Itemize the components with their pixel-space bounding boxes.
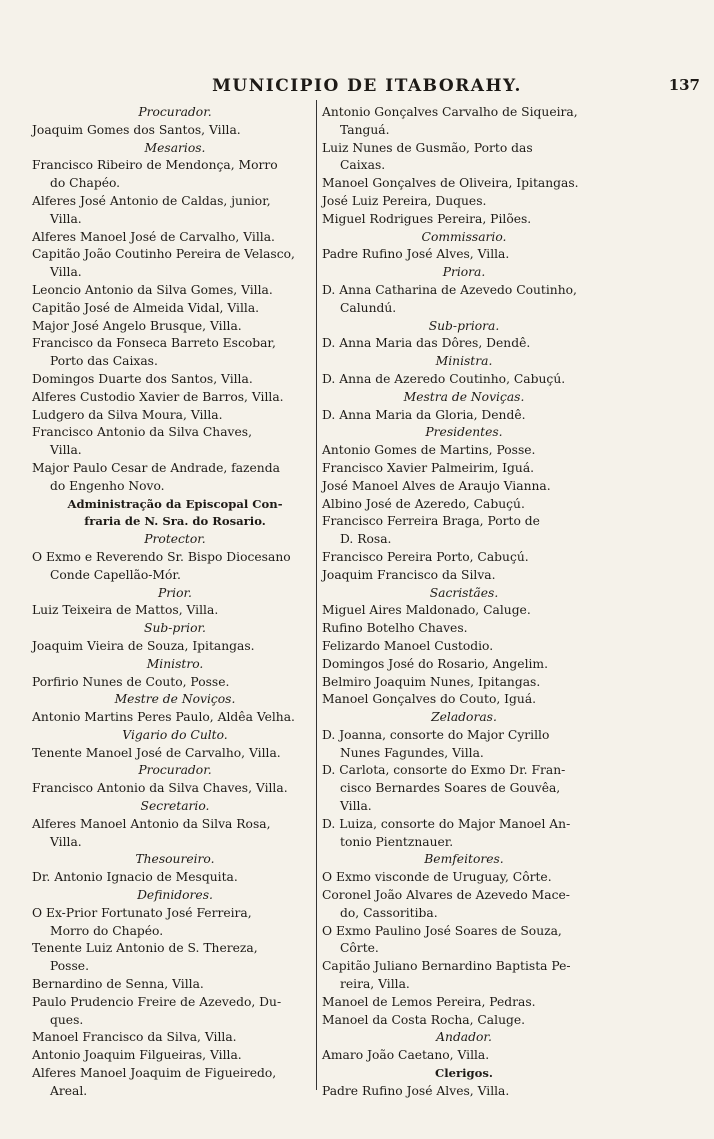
entry-line: do Engenho Novo. (50, 478, 165, 493)
page-number: 137 (668, 76, 700, 94)
page-title: MUNICIPIO DE ITABORAHY. (212, 76, 522, 96)
entry-line: Manoel Gonçalves de Oliveira, Ipitangas. (322, 176, 579, 191)
entry-line: Domingos Duarte dos Santos, Villa. (32, 371, 253, 386)
entry-line: Alferes Manoel José de Carvalho, Villa. (32, 229, 275, 244)
entry-line: Alferes Custodio Xavier de Barros, Villa. (32, 389, 284, 404)
entry-line: Coronel João Alvares de Azevedo Mace- (322, 888, 570, 903)
entry-line: Rufino Botelho Chaves. (322, 621, 468, 636)
section-heading: Ministra. (435, 354, 493, 369)
entry-line: Manoel Gonçalves do Couto, Iguá. (322, 692, 537, 707)
entry-line: José Manoel Alves de Araujo Vianna. (322, 478, 551, 493)
section-heading: Zeladoras. (431, 710, 497, 725)
entry-line: O Ex-Prior Fortunato José Ferreira, (32, 905, 252, 920)
entry-line: D. Luiza, consorte do Major Manoel An- (322, 816, 571, 831)
entry-line: Villa. (50, 211, 82, 226)
section-heading: Procurador. (138, 763, 212, 778)
entry-line: Morro do Chapéo. (50, 923, 164, 938)
entry-line: Felizardo Manoel Custodio. (322, 638, 494, 653)
entry-line: Alferes José Antonio de Caldas, junior, (32, 193, 271, 208)
entry-line: Francisco da Fonseca Barreto Escobar, (32, 336, 276, 351)
entry-line: Bernardino de Senna, Villa. (32, 977, 204, 992)
entry-line: Capitão Juliano Bernardino Baptista Pe- (322, 959, 571, 974)
section-heading: Sub-priora. (428, 318, 500, 333)
entry-line: Dr. Antonio Ignacio de Mesquita. (32, 870, 238, 885)
entry-line: reira, Villa. (340, 977, 410, 992)
entry-line: Francisco Xavier Palmeirim, Iguá. (322, 460, 535, 475)
entry-line: D. Anna Maria da Gloria, Dendê. (322, 407, 526, 422)
section-heading: Thesoureiro. (135, 852, 215, 867)
entry-line: Major Paulo Cesar de Andrade, fazenda (32, 460, 280, 475)
section-heading: Presidentes. (425, 425, 503, 440)
entry-line: Luiz Nunes de Gusmão, Porto das (322, 140, 533, 155)
entry-line: Areal. (50, 1083, 88, 1098)
entry-line: Albino José de Azeredo, Cabuçú. (322, 496, 525, 511)
section-heading: Protector. (144, 532, 206, 547)
section-heading: Bemfeitores. (424, 852, 504, 867)
section-heading: Sacristães. (429, 585, 499, 600)
entry-line: Manoel de Lemos Pereira, Pedras. (322, 994, 536, 1009)
entry-line: O Exmo Paulino José Soares de Souza, (322, 923, 562, 938)
entry-line: Paulo Prudencio Freire de Azevedo, Du- (32, 994, 282, 1009)
entry-line: O Exmo visconde de Uruguay, Côrte. (322, 870, 552, 885)
entry-line: Nunes Fagundes, Villa. (340, 745, 484, 760)
entry-line: Côrte. (340, 941, 379, 956)
entry-line: Antonio Martins Peres Paulo, Aldêa Velha. (32, 710, 295, 725)
entry-line: Villa. (50, 834, 82, 849)
right-column (322, 104, 606, 1101)
entry-line: Ludgero da Silva Moura, Villa. (32, 407, 223, 422)
entry-line: Francisco Antonio da Silva Chaves, Villa. (32, 781, 288, 796)
entry-line: Padre Rufino José Alves, Villa. (322, 247, 510, 262)
entry-line: Tenente Manoel José de Carvalho, Villa. (32, 745, 281, 760)
section-heading: Sub-prior. (144, 621, 206, 636)
entry-line: O Exmo e Reverendo Sr. Bispo Diocesano (32, 549, 291, 564)
left-column (32, 104, 318, 1101)
entry-line: Capitão João Coutinho Pereira de Velasco, (32, 247, 295, 262)
entry-line: Major José Angelo Brusque, Villa. (32, 318, 242, 333)
entry-line: D. Anna Catharina de Azevedo Coutinho, (322, 282, 577, 297)
section-heading: Mestra de Noviças. (403, 389, 525, 404)
entry-line: Tanguá. (340, 122, 390, 137)
entry-line: Caixas. (340, 158, 386, 173)
entry-line: Francisco Pereira Porto, Cabuçú. (322, 549, 529, 564)
entry-line: Conde Capellão-Mór. (50, 567, 181, 582)
entry-line: Capitão José de Almeida Vidal, Villa. (32, 300, 260, 315)
entry-line: José Luiz Pereira, Duques. (322, 193, 487, 208)
entry-line: Francisco Ferreira Braga, Porto de (322, 514, 540, 529)
entry-line: Manoel da Costa Rocha, Caluge. (322, 1012, 526, 1027)
entry-line: do Chapéo. (50, 176, 121, 191)
entry-line: tonio Pientznauer. (340, 834, 454, 849)
entry-line: do, Cassoritiba. (340, 905, 438, 920)
entry-line: Joaquim Francisco da Silva. (322, 567, 496, 582)
entry-line: Belmiro Joaquim Nunes, Ipitangas. (322, 674, 541, 689)
section-heading: Priora. (442, 265, 486, 280)
section-heading: Andador. (436, 1030, 492, 1045)
section-heading: Mesarios. (144, 140, 206, 155)
entry-line: Padre Rufino José Alves, Villa. (322, 1083, 510, 1098)
entry-line: D. Joanna, consorte do Major Cyrillo (322, 727, 550, 742)
entry-line: Villa. (50, 443, 82, 458)
entry-line: cisco Bernardes Soares de Gouvêa, (340, 781, 561, 796)
entry-line: ques. (50, 1012, 84, 1027)
entry-line: Miguel Rodrigues Pereira, Pilões. (322, 211, 532, 226)
entry-line: D. Anna de Azeredo Coutinho, Cabuçú. (322, 371, 566, 386)
entry-line: D. Anna Maria das Dôres, Dendê. (322, 336, 531, 351)
entry-line: Villa. (50, 265, 82, 280)
entry-line: Francisco Ribeiro de Mendonça, Morro (32, 158, 278, 173)
entry-line: D. Rosa. (340, 532, 392, 547)
entry-line: Calundú. (340, 300, 397, 315)
entry-line: Alferes Manoel Joaquim de Figueiredo, (32, 1066, 277, 1081)
page-header (34, 76, 700, 100)
entry-line: Joaquim Gomes dos Santos, Villa. (32, 122, 241, 137)
section-heading: Procurador. (138, 105, 212, 119)
entry-line: D. Carlota, consorte do Exmo Dr. Fran- (322, 763, 566, 778)
section-heading: Clerigos. (435, 1066, 493, 1081)
section-heading: Commissario. (421, 229, 507, 244)
section-heading: Secretario. (140, 799, 210, 814)
entry-line: Luiz Teixeira de Mattos, Villa. (32, 603, 219, 618)
entry-line: Porto das Caixas. (50, 354, 158, 369)
section-heading: Mestre de Noviços. (114, 692, 236, 707)
entry-line: Amaro João Caetano, Villa. (322, 1048, 490, 1063)
section-heading: Prior. (158, 585, 192, 600)
entry-line: Alferes Manoel Antonio da Silva Rosa, (32, 816, 271, 831)
section-heading: Definidores. (137, 888, 213, 903)
entry-line: Miguel Aires Maldonado, Caluge. (322, 603, 531, 618)
entry-line: Antonio Joaquim Filgueiras, Villa. (32, 1048, 242, 1063)
entry-line: Domingos José do Rosario, Angelim. (322, 656, 549, 671)
entry-line: Porfirio Nunes de Couto, Posse. (32, 674, 230, 689)
section-heading: Administração da Episcopal Con- (67, 496, 283, 511)
entry-line: Manoel Francisco da Silva, Villa. (32, 1030, 237, 1045)
entry-line: Tenente Luiz Antonio de S. Thereza, (32, 941, 258, 956)
entry-line: Antonio Gomes de Martins, Posse. (322, 443, 536, 458)
section-heading: fraria de N. Sra. do Rosario. (84, 514, 266, 529)
entry-line: Antonio Gonçalves Carvalho de Siqueira, (322, 105, 578, 119)
entry-line: Leoncio Antonio da Silva Gomes, Villa. (32, 282, 273, 297)
entry-line: Francisco Antonio da Silva Chaves, (32, 425, 252, 440)
entry-line: Posse. (50, 959, 89, 974)
entry-line: Villa. (340, 799, 372, 814)
section-heading: Ministro. (146, 656, 204, 671)
entry-line: Joaquim Vieira de Souza, Ipitangas. (32, 638, 255, 653)
section-heading: Vigario do Culto. (122, 727, 228, 742)
